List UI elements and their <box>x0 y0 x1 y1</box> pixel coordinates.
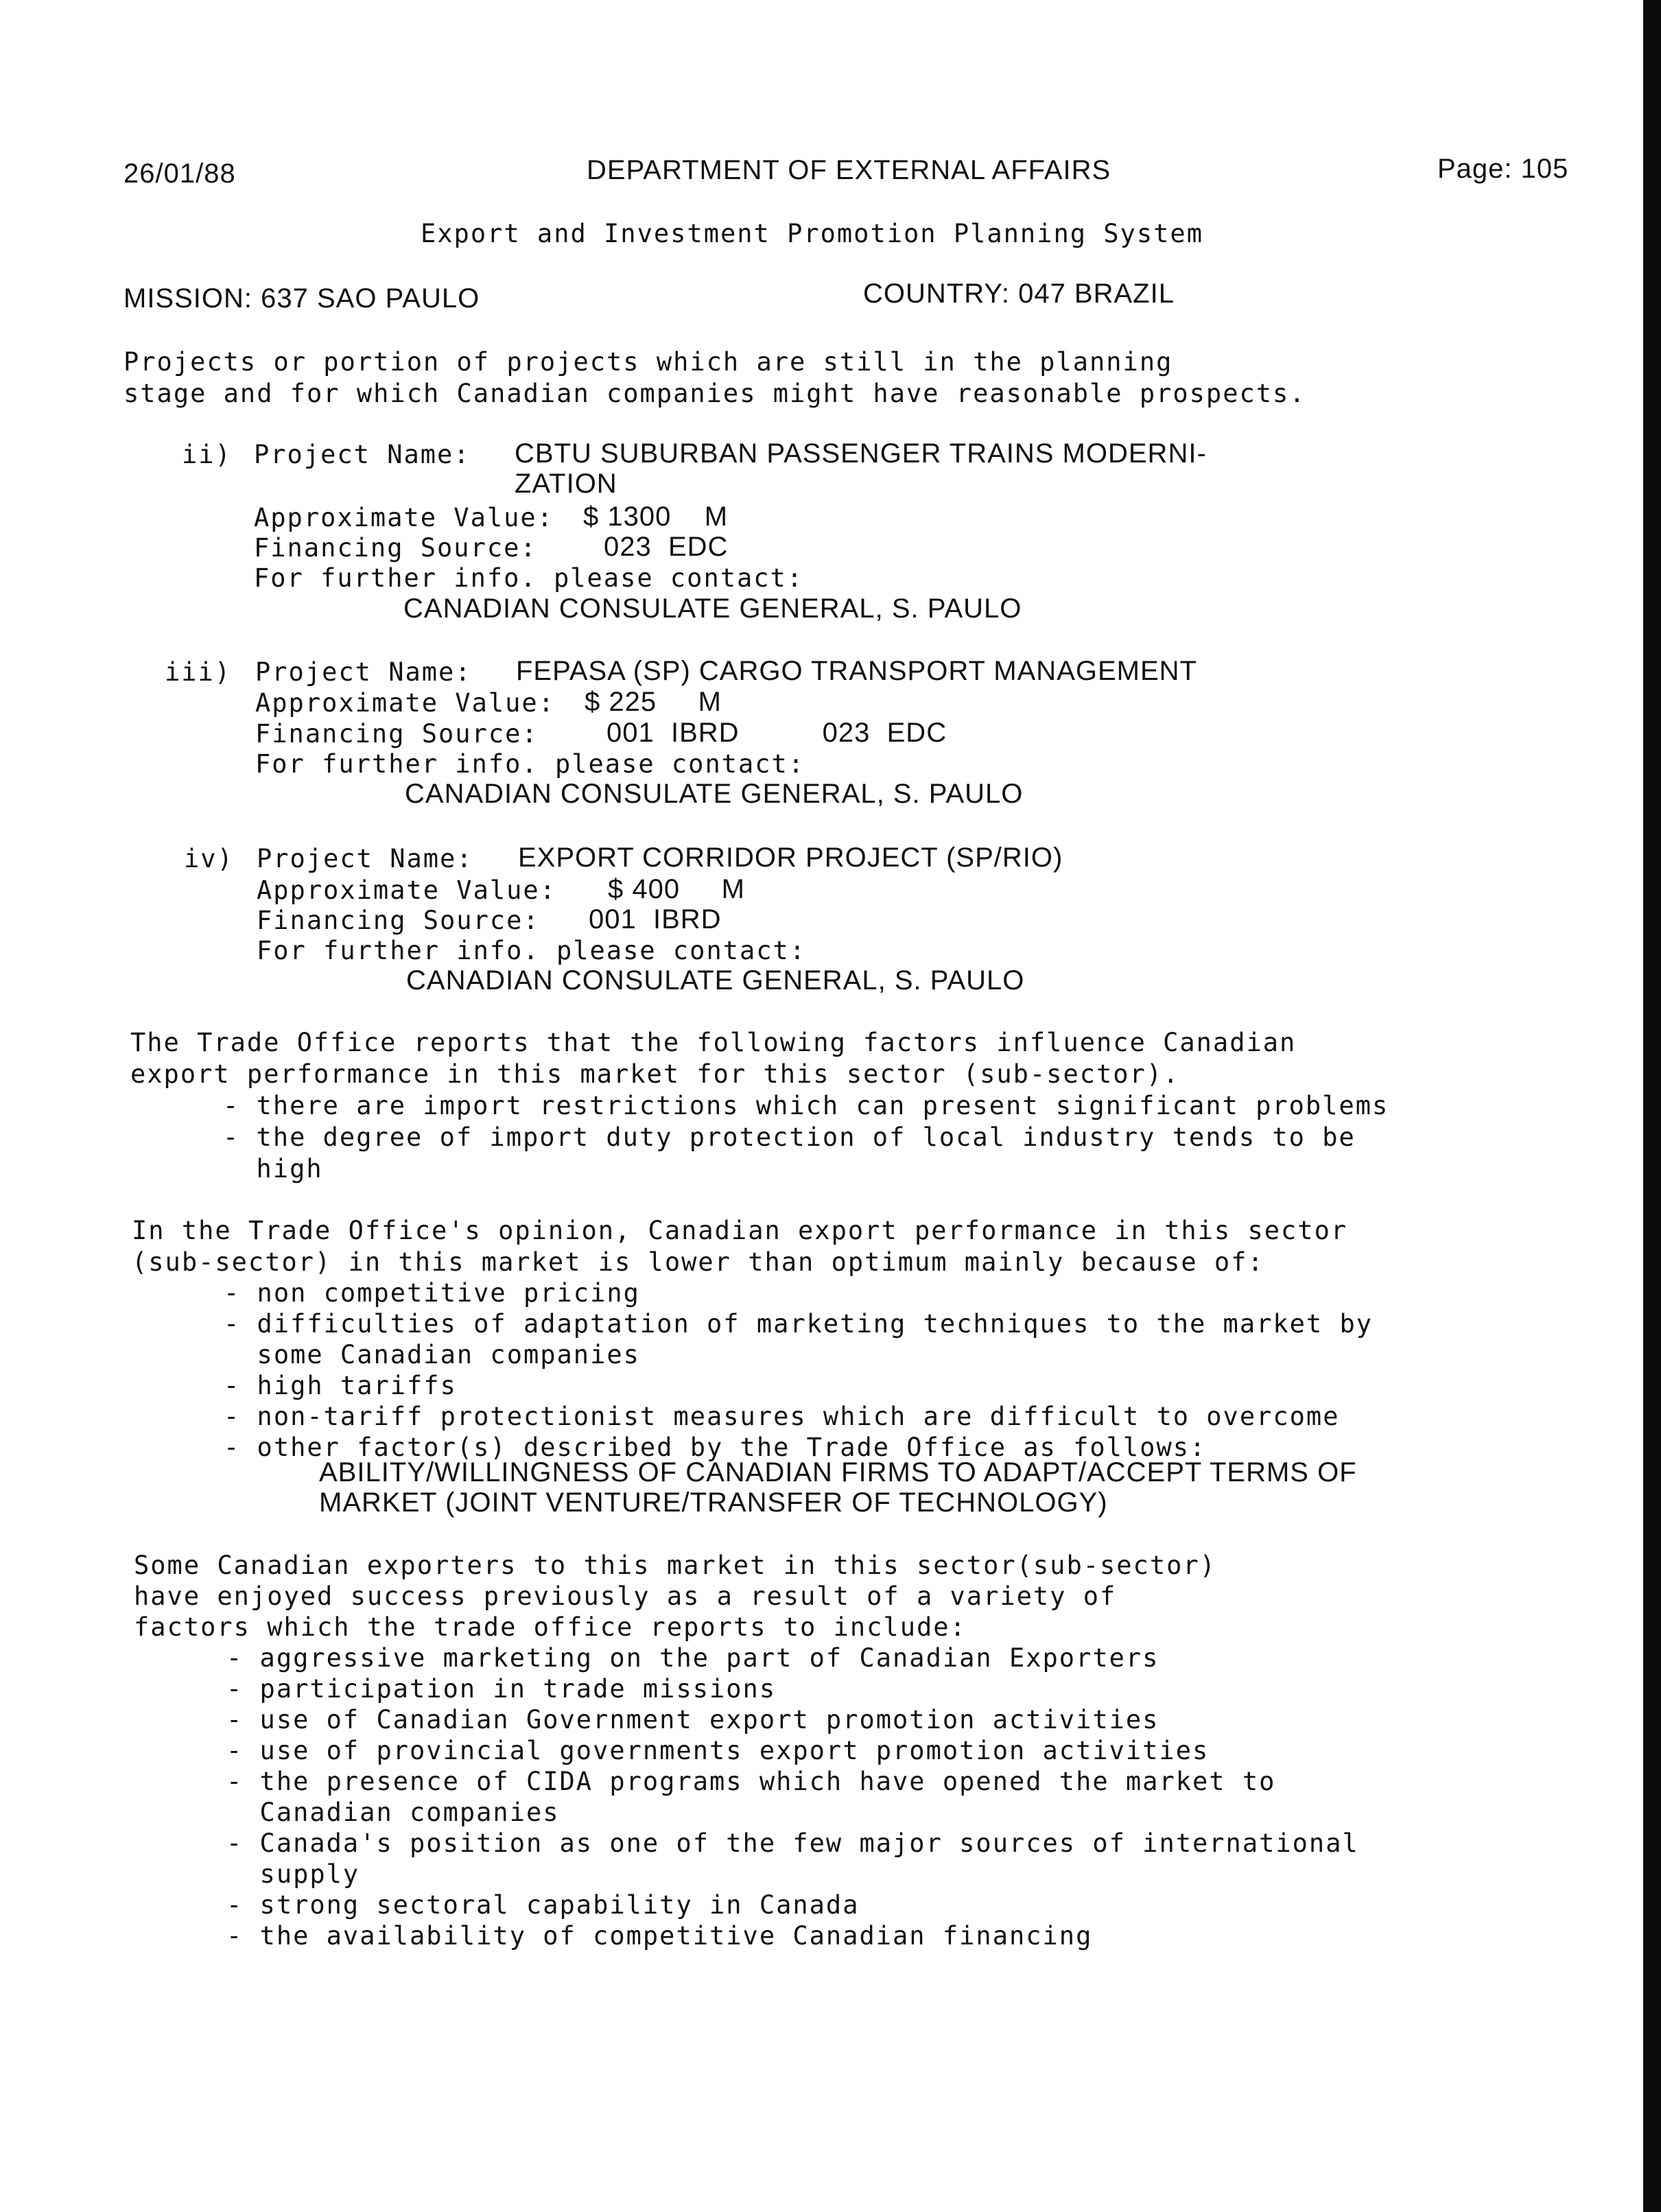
success-intro-line: Some Canadian exporters to this market in this sector(sub-sector) <box>134 1551 1216 1580</box>
project-numeral: iv) <box>184 844 234 873</box>
project-numeral: ii) <box>182 440 232 469</box>
system-title: Export and Investment Promotion Planning System <box>421 219 1203 248</box>
project-name-continued: ZATION <box>515 469 617 499</box>
project-name-label: Project Name: <box>254 440 471 469</box>
financing-label: Financing Source: <box>257 906 540 935</box>
project-value: $ 225 M <box>585 687 722 717</box>
contact-name: CANADIAN CONSULATE GENERAL, S. PAULO <box>403 593 1022 624</box>
success-item: Canadian companies <box>226 1798 560 1827</box>
project-value: $ 400 M <box>608 874 745 904</box>
opinion-intro-line: (sub-sector) in this market is lower than optimum mainly because of: <box>132 1247 1264 1277</box>
project-name: CBTU SUBURBAN PASSENGER TRAINS MODERNI- <box>515 438 1207 469</box>
intro-line: Projects or portion of projects which are still in the planning <box>123 347 1173 377</box>
success-item: - the availability of competitive Canadian financing <box>226 1921 1093 1951</box>
factor-item: high <box>223 1154 323 1184</box>
report-date: 26/01/88 <box>123 158 236 189</box>
contact-name: CANADIAN CONSULATE GENERAL, S. PAULO <box>405 779 1024 809</box>
other-factor-text: MARKET (JOINT VENTURE/TRANSFER OF TECHNOLOGY) <box>319 1487 1108 1518</box>
opinion-item: some Canadian companies <box>224 1340 640 1369</box>
project-name: FEPASA (SP) CARGO TRANSPORT MANAGEMENT <box>516 656 1197 686</box>
success-intro-line: have enjoyed success previously as a result of a variety of <box>134 1581 1117 1611</box>
contact-label: For further info. please contact: <box>254 563 804 593</box>
success-item: - Canada's position as one of the few major sources of international <box>226 1828 1359 1858</box>
opinion-item: - non competitive pricing <box>224 1278 640 1308</box>
value-label: Approximate Value: <box>257 875 556 905</box>
intro-line: stage and for which Canadian companies might have reasonable prospects. <box>123 379 1306 408</box>
project-value: $ 1300 M <box>583 502 729 532</box>
success-item: - use of provincial governments export promotion activities <box>226 1736 1210 1765</box>
value-label: Approximate Value: <box>255 688 555 718</box>
project-numeral: iii) <box>165 657 232 687</box>
project-name-label: Project Name: <box>255 657 472 687</box>
success-item: - strong sectoral capability in Canada <box>226 1890 860 1920</box>
financing-source: 001 IBRD <box>589 904 722 934</box>
department-title: DEPARTMENT OF EXTERNAL AFFAIRS <box>587 155 1111 185</box>
opinion-item: - non-tariff protectionist measures which are difficult to overcome <box>224 1402 1340 1431</box>
success-item: - the presence of CIDA programs which have opened the market to <box>226 1767 1276 1796</box>
contact-label: For further info. please contact: <box>257 936 807 965</box>
opinion-intro-line: In the Trade Office's opinion, Canadian export performance in this sector <box>132 1216 1348 1245</box>
mission-field: MISSION: 637 SAO PAULO <box>123 283 480 314</box>
project-name: EXPORT CORRIDOR PROJECT (SP/RIO) <box>518 843 1063 873</box>
opinion-item: - other factor(s) described by the Trade Office as follows: <box>224 1433 1207 1462</box>
success-item: - participation in trade missions <box>226 1674 777 1704</box>
success-item: - use of Canadian Government export promotion activities <box>226 1705 1159 1734</box>
page-number: Page: 105 <box>1437 154 1569 184</box>
factor-item: - the degree of import duty protection of local industry tends to be <box>223 1122 1356 1152</box>
success-item: supply <box>226 1859 360 1889</box>
factor-item: - there are import restrictions which can present significant problems <box>223 1091 1389 1120</box>
other-factor-text: ABILITY/WILLINGNESS OF CANADIAN FIRMS TO ADAPT/ACCEPT TERMS OF <box>319 1457 1357 1487</box>
value-label: Approximate Value: <box>254 503 554 532</box>
financing-label: Financing Source: <box>255 719 539 749</box>
project-name-label: Project Name: <box>257 844 473 873</box>
factors-intro-line: The Trade Office reports that the following factors influence Canadian <box>130 1028 1297 1057</box>
country-field: COUNTRY: 047 BRAZIL <box>863 279 1175 309</box>
factors-intro-line: export performance in this market for this sector (sub-sector). <box>130 1059 1180 1089</box>
success-intro-line: factors which the trade office reports to include: <box>134 1612 967 1642</box>
financing-label: Financing Source: <box>254 533 537 563</box>
scan-edge-bar <box>1643 0 1661 2212</box>
contact-name: CANADIAN CONSULATE GENERAL, S. PAULO <box>406 965 1025 996</box>
opinion-item: - high tariffs <box>224 1371 457 1400</box>
opinion-item: - difficulties of adaptation of marketing techniques to the market by <box>224 1309 1374 1339</box>
contact-label: For further info. please contact: <box>255 749 805 779</box>
financing-source: 023 EDC <box>604 532 729 562</box>
success-item: - aggressive marketing on the part of Canadian Exporters <box>226 1643 1159 1673</box>
financing-source: 001 IBRD 023 EDC <box>606 718 947 748</box>
